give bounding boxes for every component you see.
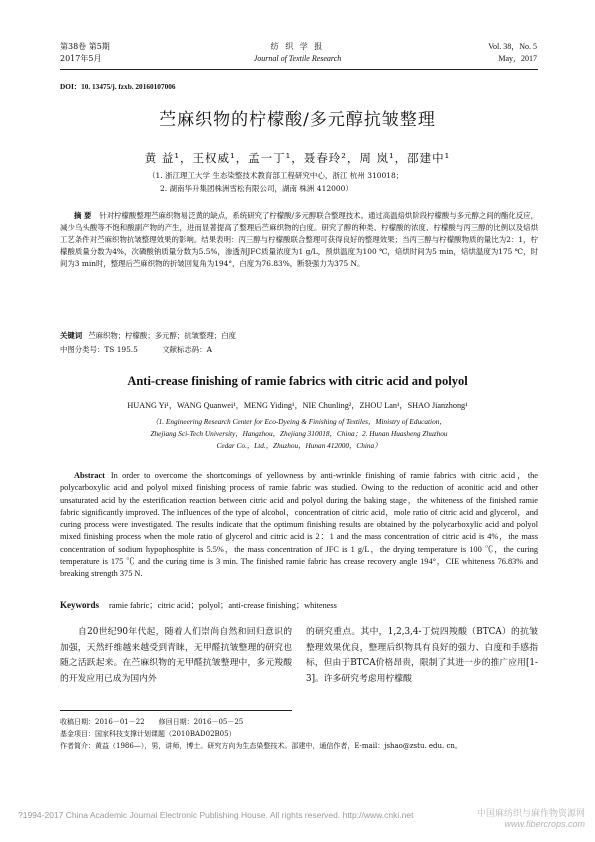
footnote-funding: 基金项目：国家科技支撑计划课题（2010BAD02B05） bbox=[60, 730, 236, 738]
footnote-rule bbox=[60, 710, 292, 711]
keywords-en-text: ramie fabric；citric acid；polyol；anti-crease finishing；whiteness bbox=[109, 601, 337, 610]
header-journal-cn: 纺 织 学 报 bbox=[270, 42, 325, 51]
authors-en: HUANG Yi¹，WANG Quanwei¹，MENG Yiding¹，NIE Chunling²，ZHOU Lan¹，SHAO Jianzhong¹ bbox=[127, 401, 468, 410]
affiliation-en-2: Zhejiang Sci-Tech University，Hangzhou，Zhejiang 310018，China；2. Hunan Huasheng Zhuzhou bbox=[150, 429, 448, 438]
header-journal-en: Journal of Textile Research bbox=[253, 54, 342, 63]
affiliation-cn-2: 2. 湖南华升集团株洲雪松有限公司，湖南 株洲 412000） bbox=[160, 184, 353, 193]
header-date: 2017年5月 bbox=[60, 54, 102, 63]
footnote-author: 作者简介：黄益（1986—），男，讲师，博士。研究方向为生态染整技术。邵建中，通信作者，E-mail：jshao@zstu. edu. cn。 bbox=[60, 742, 462, 750]
keywords-en bbox=[60, 599, 538, 612]
title-cn: 苎麻织物的柠檬酸/多元醇抗皱整理 bbox=[159, 110, 436, 130]
abstract-en bbox=[60, 470, 538, 581]
doi: DOI：10. 13475/j. fzxb. 20160107006 bbox=[60, 82, 176, 91]
keywords-en-label: Keywords bbox=[60, 600, 99, 610]
site-watermark-cn: 中国麻纺织与麻作物资源网 bbox=[476, 808, 585, 818]
title-en: Anti-crease finishing of ramie fabrics with citric acid and polyol bbox=[127, 374, 468, 388]
abstract-cn bbox=[60, 210, 538, 270]
affiliations-en bbox=[60, 416, 538, 452]
affiliation-en-3: Cedar Co.，Ltd.，Zhuzhou，Hunan 412000，China） bbox=[216, 441, 382, 450]
header-rule bbox=[60, 69, 538, 70]
site-watermark-url: www.fibercrops.com bbox=[504, 819, 585, 829]
clc-value: TS 195.5 bbox=[104, 345, 138, 354]
doc-code-label: 文献标志码： bbox=[162, 345, 207, 354]
clc-label: 中图分类号： bbox=[60, 345, 105, 354]
abstract-en-label: Abstract bbox=[74, 471, 105, 480]
abstract-cn-label: 摘 要 bbox=[74, 211, 92, 220]
copyright-watermark: ?1994-2017 China Academic Journal Electronic Publishing House. All rights reserved. http://www.cnki.net bbox=[18, 810, 414, 820]
affiliation-cn-1: （1. 浙江理工大学 生态染整技术教育部工程研究中心，浙江 杭州 310018； bbox=[148, 171, 404, 180]
doc-code-value: A bbox=[206, 345, 212, 354]
abstract-cn-text: 针对柠檬酸整理苎麻织物易泛黄的缺点，系统研究了柠檬酸/多元醇联合整理技术。通过高温焙烘阶段柠檬酸与多元醇之间的酯化反应，减少乌头酸等不饱和酸副产物的产生，进而显著提高了整理后苎麻织物的白度。研究了醇的种类、柠檬酸的浓度、柠檬酸与丙三醇的比例以及焙烘工艺条件对苎麻织物抗皱整理效果的影响。结果表明：丙三醇与柠檬酸联合整理可获得良好的整理效果；当丙三醇与柠檬酸物质的量比为2：1，柠檬酸质量分数为4%，次磷酸钠质量分数为5.5%，渗透剂JFC质量浓度为1 g/L，预烘温度为100 ℃，焙烘时间为5 min，焙烘温度为175 ℃，时间为3 min时，整理后苎麻织物的折皱回复角为194°，白度为76.83%，断裂强力为375 N。 bbox=[60, 211, 538, 268]
header-volume-issue: 第38卷 第5期 bbox=[60, 42, 110, 51]
keywords-cn-text: 苎麻织物；柠檬酸；多元醇；抗皱整理；白度 bbox=[88, 331, 237, 340]
header-vol-en: Vol. 38，No. 5 bbox=[488, 42, 537, 51]
classification bbox=[60, 344, 212, 356]
abstract-en-text: In order to overcome the shortcomings of yellowness by anti-wrinkle finishing of ramie fabrics with citric acid，the polycarboxylic acid and polyol mixed finishing process of ramie fabric was studied. Owing to the reduction of aconitic acid and other unsaturated acid by the esterification reaction between citric acid and polyol during the baking stage，the whiteness of the finished ramie fabric significantly improved. The influences of the type of alcohol，concentration of citric acid，mole ratio of citric acid and glycerol，and curing process were investigated. The results indicate that the optimum finishing results are obtained by the polycarboxylic acid and polyol mixed finishing process when the mole ratio of glycerol and citric acid is 2：1 and the mass concentration of citric acid is 4%，the mass concentration of sodium hypophosphite is 5.5%，the mass concentration of JFC is 1 g/L，the drying temperature is 100 ℃，the curing temperature is 175 ℃ and the curing time is 3 min. The finished ramie fabric has crease recovery angle 194°，CIE whiteness 76.83% and breaking strength 375 N. bbox=[60, 471, 538, 579]
footnote-dates: 收稿日期：2016－01－22 修回日期：2016－05－25 bbox=[60, 718, 244, 726]
footnotes bbox=[60, 716, 538, 752]
authors-cn: 黄 益¹，王权威¹，孟一丁¹，聂春玲²，周 岚¹，邵建中¹ bbox=[144, 151, 451, 165]
header-date-en: May，2017 bbox=[498, 54, 537, 63]
body-column-left: 自20世纪90年代起，随着人们崇尚自然和回归意识的加强，天然纤维越来越受到青睐，无甲醛抗皱整理的研究也随之活跃起来。在苎麻织物的无甲醛抗皱整理中，多元羧酸的开发应用已成为国内外 bbox=[60, 627, 292, 684]
body-column-right: 的研究重点。其中，1,2,3,4-丁烷四羧酸（BTCA）的抗皱整理效果优良，整理后织物具有良好的强力、白度和手感指标，但由于BTCA价格昂贵，限制了其进一步的推广应用[1-3]。许多研究考虑用柠檬酸 bbox=[306, 627, 538, 684]
keywords-cn-label: 关键词 bbox=[60, 331, 83, 340]
site-watermark bbox=[477, 806, 585, 829]
affiliation-en-1: （1. Engineering Research Center for Eco-Dyeing & Finishing of Textiles，Ministry of Education， bbox=[151, 417, 447, 426]
keywords-cn bbox=[60, 330, 538, 342]
